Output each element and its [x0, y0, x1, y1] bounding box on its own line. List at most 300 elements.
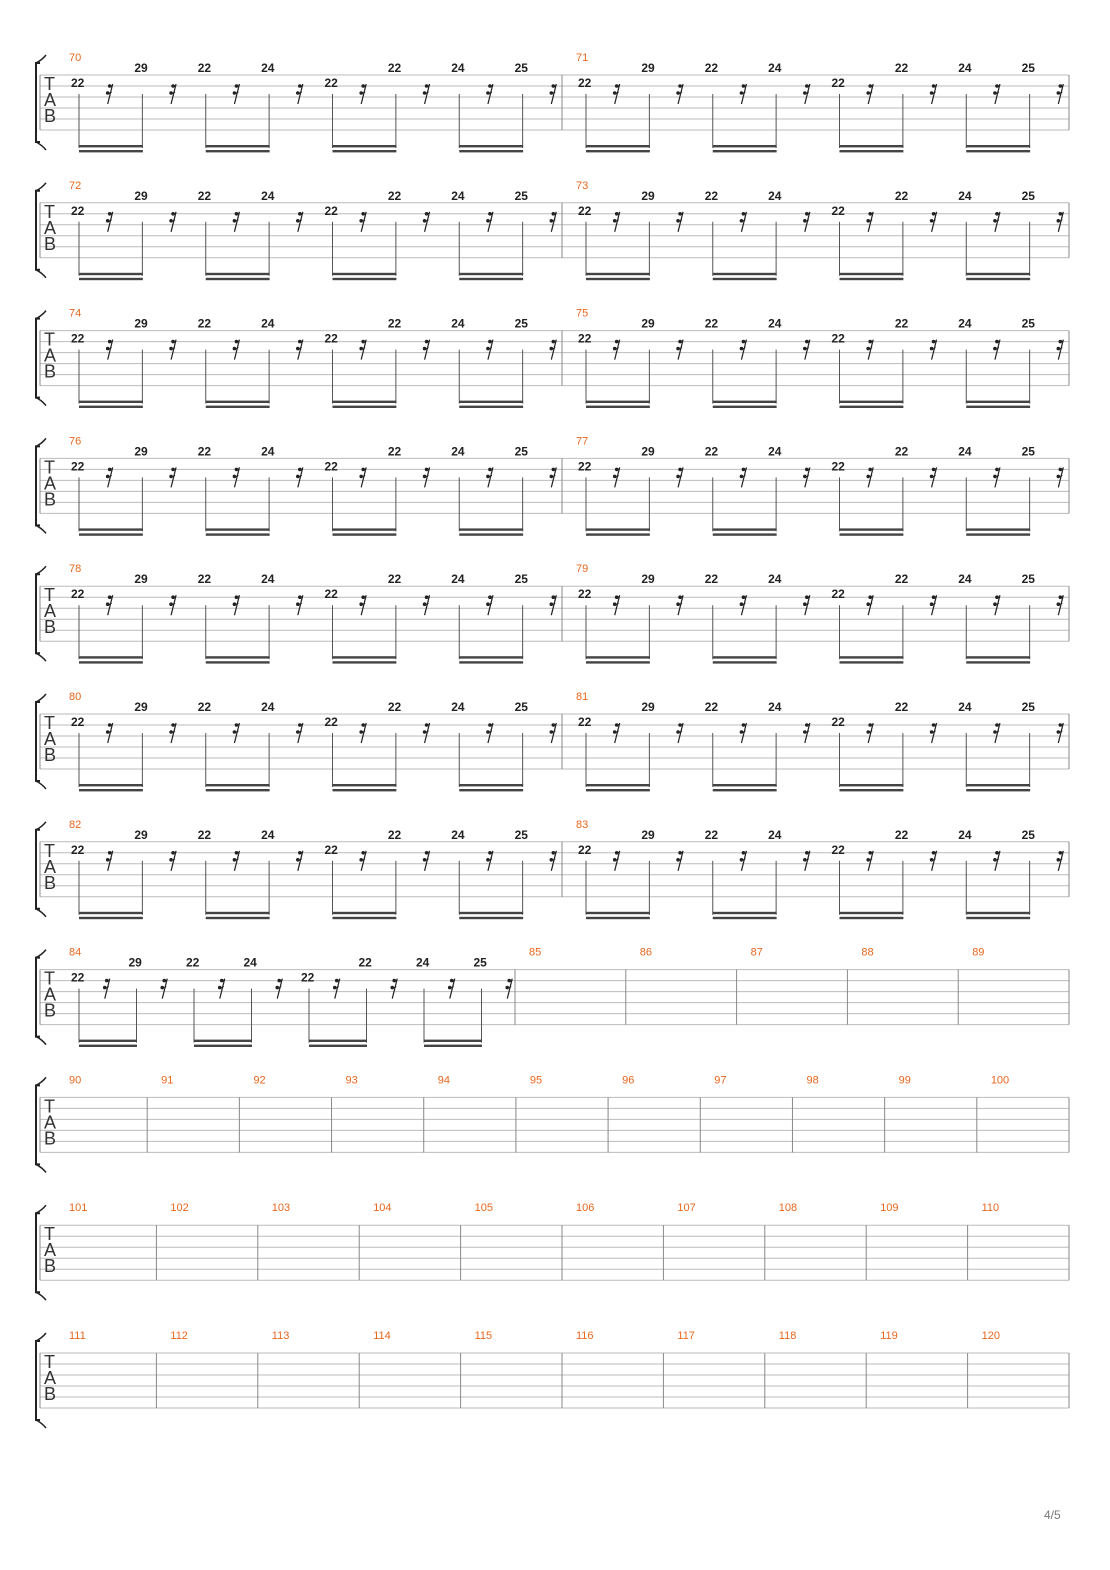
- sixteenth-rest-icon: [1057, 467, 1064, 487]
- sixteenth-rest-icon: [930, 467, 937, 487]
- system-bracket: [36, 1213, 40, 1292]
- sixteenth-rest-icon: [866, 212, 873, 232]
- sixteenth-rest-icon: [676, 467, 683, 487]
- beam: [966, 528, 1030, 530]
- tab-clef-letter: B: [44, 106, 57, 126]
- fret-number: 22: [831, 331, 845, 346]
- tab-clef-letter: B: [44, 872, 57, 893]
- bracket-curl: [36, 1077, 46, 1085]
- fret-number: 24: [451, 316, 465, 331]
- beam: [840, 401, 904, 403]
- beam: [966, 278, 1030, 280]
- beam: [79, 273, 143, 275]
- beam: [79, 789, 143, 791]
- fret-number: 24: [768, 316, 782, 331]
- fret-number: 29: [641, 188, 655, 203]
- fret-number: 22: [387, 444, 402, 459]
- bracket-curl: [36, 909, 46, 917]
- fret-number: 24: [451, 827, 465, 842]
- system-bracket: [36, 1085, 40, 1164]
- fret-number: 24: [261, 827, 275, 842]
- sixteenth-rest-icon: [1057, 595, 1064, 615]
- fret-number: 22: [578, 331, 592, 346]
- sixteenth-rest-icon: [676, 212, 683, 232]
- beam: [333, 789, 397, 791]
- fret-number: 25: [1021, 61, 1035, 75]
- sixteenth-rest-icon: [550, 467, 557, 487]
- sixteenth-rest-icon: [233, 212, 240, 232]
- system-bracket: [36, 191, 40, 270]
- fret-number: 22: [387, 316, 402, 331]
- measure-number: 76: [69, 435, 82, 448]
- system-bracket: [36, 446, 40, 525]
- beam: [79, 278, 143, 280]
- beam: [966, 401, 1030, 403]
- beam: [333, 150, 397, 152]
- beam: [966, 912, 1030, 914]
- beam: [206, 912, 270, 914]
- bracket-curl: [36, 781, 46, 789]
- tab-clef-letter: A: [44, 217, 57, 238]
- measure-number: 111: [69, 1330, 86, 1342]
- beam: [333, 528, 397, 530]
- sixteenth-rest-icon: [866, 84, 873, 104]
- fret-number: 24: [261, 572, 275, 587]
- sixteenth-rest-icon: [740, 595, 747, 615]
- tab-clef-letter: A: [44, 473, 57, 494]
- beam: [459, 784, 523, 786]
- fret-number: 24: [958, 444, 972, 459]
- sixteenth-rest-icon: [486, 851, 493, 871]
- fret-number: 29: [134, 827, 148, 842]
- measure-number: 81: [576, 691, 589, 703]
- fret-number: 24: [958, 61, 972, 75]
- measure-number: 107: [677, 1202, 696, 1215]
- beam: [333, 401, 397, 403]
- sixteenth-rest-icon: [613, 723, 620, 743]
- measure-number: 101: [69, 1202, 88, 1215]
- fret-number: 22: [704, 444, 719, 459]
- fret-number: 22: [71, 970, 85, 985]
- fret-number: 24: [451, 444, 465, 459]
- tab-clef-letter: B: [44, 1384, 57, 1404]
- measure-number: 103: [271, 1202, 291, 1215]
- sixteenth-rest-icon: [930, 84, 937, 104]
- fret-number: 22: [324, 587, 338, 602]
- fret-number: 24: [261, 700, 275, 714]
- measure-number: 97: [714, 1074, 727, 1087]
- tab-clef-letter: B: [44, 361, 57, 382]
- beam: [459, 401, 523, 403]
- beam: [79, 1045, 137, 1047]
- beam: [459, 789, 523, 791]
- beam: [79, 917, 143, 919]
- tab-clef-letter: T: [44, 329, 55, 350]
- sixteenth-rest-icon: [106, 340, 113, 360]
- beam: [79, 656, 143, 658]
- tab-clef-letter: T: [44, 713, 55, 733]
- fret-number: 24: [451, 188, 465, 203]
- sixteenth-rest-icon: [390, 979, 397, 999]
- fret-number: 29: [134, 316, 148, 331]
- system-bracket: [36, 63, 40, 142]
- sixteenth-rest-icon: [740, 851, 747, 871]
- tab-system: [36, 52, 1069, 152]
- sixteenth-rest-icon: [505, 979, 512, 999]
- fret-number: 22: [578, 587, 592, 602]
- fret-number: 22: [71, 842, 85, 857]
- tab-system: [36, 563, 1069, 663]
- sixteenth-rest-icon: [169, 595, 176, 615]
- beam: [333, 912, 397, 914]
- sixteenth-rest-icon: [169, 84, 176, 104]
- sixteenth-rest-icon: [550, 595, 557, 615]
- fret-number: 29: [134, 572, 148, 587]
- tab-system: [36, 819, 1069, 919]
- bracket-curl: [36, 525, 46, 533]
- beam: [586, 401, 650, 403]
- beam: [459, 533, 523, 535]
- sixteenth-rest-icon: [423, 851, 430, 871]
- sixteenth-rest-icon: [423, 84, 430, 104]
- beam: [333, 661, 397, 663]
- fret-number: 25: [1021, 700, 1035, 714]
- sixteenth-rest-icon: [550, 851, 557, 871]
- fret-number: 22: [387, 188, 402, 203]
- measure-number: 80: [69, 691, 82, 703]
- tab-clef-letter: T: [44, 74, 55, 94]
- sixteenth-rest-icon: [423, 340, 430, 360]
- fret-number: 22: [387, 61, 402, 75]
- sixteenth-rest-icon: [930, 723, 937, 743]
- tab-clef-letter: T: [44, 1352, 55, 1372]
- fret-number: 24: [261, 188, 275, 203]
- measure-number: 71: [576, 52, 589, 64]
- beam: [459, 273, 523, 275]
- fret-number: 22: [578, 842, 592, 857]
- tab-clef-letter: T: [44, 585, 55, 606]
- fret-number: 22: [894, 827, 909, 842]
- measure-number: 112: [170, 1330, 188, 1342]
- fret-number: 22: [578, 715, 592, 729]
- sixteenth-rest-icon: [803, 851, 810, 871]
- beam: [586, 533, 650, 535]
- fret-number: 22: [324, 842, 338, 857]
- fret-number: 25: [514, 700, 528, 714]
- beam: [586, 145, 650, 147]
- tab-clef-letter: B: [44, 1000, 57, 1021]
- tab-clef-letter: A: [44, 345, 57, 366]
- tab-clef-letter: A: [44, 856, 57, 877]
- beam: [840, 406, 904, 408]
- fret-number: 22: [197, 572, 212, 587]
- fret-number: 22: [578, 76, 592, 90]
- beam: [966, 661, 1030, 663]
- beam: [966, 533, 1030, 535]
- sixteenth-rest-icon: [486, 340, 493, 360]
- bracket-curl: [36, 653, 46, 661]
- measure-number: 96: [622, 1074, 635, 1087]
- fret-number: 22: [704, 61, 719, 75]
- fret-number: 22: [831, 842, 845, 857]
- beam: [586, 656, 650, 658]
- sixteenth-rest-icon: [233, 467, 240, 487]
- fret-number: 22: [324, 76, 338, 90]
- sixteenth-rest-icon: [676, 723, 683, 743]
- system-bracket: [36, 958, 40, 1037]
- bracket-curl: [36, 55, 46, 63]
- sixteenth-rest-icon: [359, 851, 366, 871]
- sixteenth-rest-icon: [930, 212, 937, 232]
- beam: [206, 406, 270, 408]
- sixteenth-rest-icon: [1057, 723, 1064, 743]
- fret-number: 29: [134, 444, 148, 459]
- sixteenth-rest-icon: [296, 467, 303, 487]
- fret-number: 22: [831, 76, 845, 90]
- sixteenth-rest-icon: [486, 84, 493, 104]
- sixteenth-rest-icon: [333, 979, 340, 999]
- beam: [713, 784, 777, 786]
- tab-clef-letter: T: [44, 1096, 55, 1117]
- measure-number: 113: [271, 1330, 290, 1342]
- fret-number: 22: [358, 955, 372, 970]
- beam: [333, 784, 397, 786]
- beam: [840, 784, 904, 786]
- measure-number: 84: [69, 946, 82, 959]
- beam: [459, 145, 523, 147]
- sixteenth-rest-icon: [169, 851, 176, 871]
- sixteenth-rest-icon: [1057, 851, 1064, 871]
- beam: [333, 656, 397, 658]
- fret-number: 29: [641, 444, 655, 459]
- fret-number: 22: [387, 572, 402, 587]
- sixteenth-rest-icon: [676, 851, 683, 871]
- sixteenth-rest-icon: [296, 595, 303, 615]
- fret-number: 22: [894, 444, 909, 459]
- measure-number: 86: [639, 946, 653, 959]
- beam: [966, 784, 1030, 786]
- sixteenth-rest-icon: [803, 723, 810, 743]
- sixteenth-rest-icon: [866, 595, 873, 615]
- beam: [206, 278, 270, 280]
- beam: [79, 145, 143, 147]
- beam: [966, 150, 1030, 152]
- bracket-curl: [36, 1037, 46, 1045]
- tab-clef-letter: B: [44, 1128, 57, 1149]
- fret-number: 25: [514, 444, 528, 459]
- beam: [206, 784, 270, 786]
- measure-number: 102: [170, 1202, 189, 1215]
- sixteenth-rest-icon: [103, 979, 110, 999]
- tab-clef-letter: T: [44, 968, 55, 989]
- beam: [840, 533, 904, 535]
- fret-number: 25: [1021, 188, 1035, 203]
- sixteenth-rest-icon: [613, 84, 620, 104]
- fret-number: 22: [704, 572, 719, 587]
- fret-number: 24: [768, 61, 782, 75]
- sixteenth-rest-icon: [233, 723, 240, 743]
- measure-number: 94: [437, 1074, 450, 1087]
- sixteenth-rest-icon: [740, 212, 747, 232]
- fret-number: 22: [831, 587, 845, 602]
- fret-number: 29: [128, 955, 142, 970]
- fret-number: 24: [768, 188, 782, 203]
- fret-number: 25: [1021, 572, 1035, 587]
- fret-number: 24: [451, 572, 465, 587]
- sixteenth-rest-icon: [993, 595, 1000, 615]
- beam: [79, 661, 143, 663]
- beam: [966, 656, 1030, 658]
- beam: [459, 912, 523, 914]
- sixteenth-rest-icon: [993, 851, 1000, 871]
- fret-number: 22: [186, 955, 200, 970]
- beam: [840, 278, 904, 280]
- measure-number: 82: [69, 818, 82, 831]
- fret-number: 22: [324, 459, 338, 474]
- fret-number: 25: [514, 316, 528, 331]
- tab-system: [36, 1202, 1069, 1300]
- measure-number: 92: [253, 1074, 266, 1087]
- sixteenth-rest-icon: [233, 84, 240, 104]
- beam: [459, 278, 523, 280]
- measure-number: 120: [981, 1330, 1000, 1342]
- fret-number: 22: [704, 316, 719, 331]
- fret-number: 24: [958, 188, 972, 203]
- fret-number: 22: [894, 316, 909, 331]
- fret-number: 29: [641, 316, 655, 331]
- system-bracket: [36, 574, 40, 653]
- fret-number: 22: [831, 459, 845, 474]
- fret-number: 25: [514, 827, 528, 842]
- beam: [309, 1040, 367, 1042]
- sixteenth-rest-icon: [740, 84, 747, 104]
- fret-number: 22: [197, 188, 212, 203]
- beam: [586, 661, 650, 663]
- sixteenth-rest-icon: [803, 467, 810, 487]
- fret-number: 22: [704, 827, 719, 842]
- measure-number: 83: [576, 818, 589, 831]
- sixteenth-rest-icon: [169, 467, 176, 487]
- fret-number: 22: [894, 700, 909, 714]
- measure-number: 88: [861, 946, 874, 959]
- fret-number: 25: [514, 61, 528, 75]
- tab-clef-letter: A: [44, 90, 57, 110]
- bracket-curl: [36, 1205, 46, 1213]
- bracket-curl: [36, 822, 46, 830]
- measure-number: 93: [345, 1074, 358, 1087]
- beam: [206, 528, 270, 530]
- beam: [966, 273, 1030, 275]
- sixteenth-rest-icon: [233, 851, 240, 871]
- sixteenth-rest-icon: [359, 340, 366, 360]
- sixteenth-rest-icon: [993, 84, 1000, 104]
- fret-number: 29: [134, 700, 148, 714]
- measure-number: 119: [880, 1330, 898, 1342]
- measure-number: 72: [69, 179, 82, 192]
- beam: [333, 145, 397, 147]
- beam: [424, 1045, 482, 1047]
- sixteenth-rest-icon: [613, 212, 620, 232]
- beam: [840, 661, 904, 663]
- beam: [333, 273, 397, 275]
- measure-number: 91: [161, 1074, 174, 1087]
- beam: [713, 273, 777, 275]
- fret-number: 29: [641, 572, 655, 587]
- tab-clef-letter: A: [44, 601, 57, 622]
- measure-number: 78: [69, 563, 82, 576]
- beam: [206, 917, 270, 919]
- sixteenth-rest-icon: [423, 595, 430, 615]
- beam: [586, 917, 650, 919]
- tab-system: [36, 691, 1069, 791]
- fret-number: 29: [641, 827, 655, 842]
- beam: [194, 1040, 252, 1042]
- measure-number: 73: [576, 179, 589, 192]
- sixteenth-rest-icon: [296, 340, 303, 360]
- tab-clef-letter: B: [44, 233, 57, 254]
- fret-number: 29: [641, 61, 655, 75]
- fret-number: 22: [324, 715, 338, 729]
- tab-clef-letter: T: [44, 457, 55, 478]
- beam: [194, 1045, 252, 1047]
- beam: [79, 912, 143, 914]
- tab-clef-letter: T: [44, 1224, 55, 1245]
- fret-number: 24: [451, 61, 465, 75]
- measure-number: 106: [576, 1202, 595, 1215]
- bracket-curl: [36, 142, 46, 150]
- beam: [206, 661, 270, 663]
- measure-number: 98: [806, 1074, 819, 1087]
- sixteenth-rest-icon: [930, 340, 937, 360]
- beam: [713, 401, 777, 403]
- sixteenth-rest-icon: [486, 723, 493, 743]
- sixteenth-rest-icon: [486, 467, 493, 487]
- beam: [840, 273, 904, 275]
- fret-number: 25: [1021, 827, 1035, 842]
- sixteenth-rest-icon: [169, 212, 176, 232]
- fret-number: 24: [958, 827, 972, 842]
- sixteenth-rest-icon: [296, 84, 303, 104]
- sixteenth-rest-icon: [866, 851, 873, 871]
- beam: [79, 528, 143, 530]
- beam: [333, 533, 397, 535]
- fret-number: 24: [958, 572, 972, 587]
- sixteenth-rest-icon: [359, 595, 366, 615]
- fret-number: 22: [71, 587, 85, 602]
- sixteenth-rest-icon: [993, 467, 1000, 487]
- fret-number: 22: [387, 827, 402, 842]
- sixteenth-rest-icon: [106, 84, 113, 104]
- system-bracket: [36, 830, 40, 909]
- beam: [206, 656, 270, 658]
- sixteenth-rest-icon: [866, 340, 873, 360]
- page-number: 4/5: [1044, 1508, 1061, 1522]
- sixteenth-rest-icon: [359, 84, 366, 104]
- beam: [840, 528, 904, 530]
- fret-number: 22: [704, 700, 719, 714]
- beam: [966, 406, 1030, 408]
- fret-number: 24: [768, 444, 782, 459]
- beam: [206, 533, 270, 535]
- sixteenth-rest-icon: [106, 595, 113, 615]
- fret-number: 22: [71, 203, 85, 218]
- sixteenth-rest-icon: [613, 595, 620, 615]
- beam: [459, 656, 523, 658]
- beam: [206, 145, 270, 147]
- bracket-curl: [36, 566, 46, 574]
- sixteenth-rest-icon: [676, 340, 683, 360]
- sixteenth-rest-icon: [423, 212, 430, 232]
